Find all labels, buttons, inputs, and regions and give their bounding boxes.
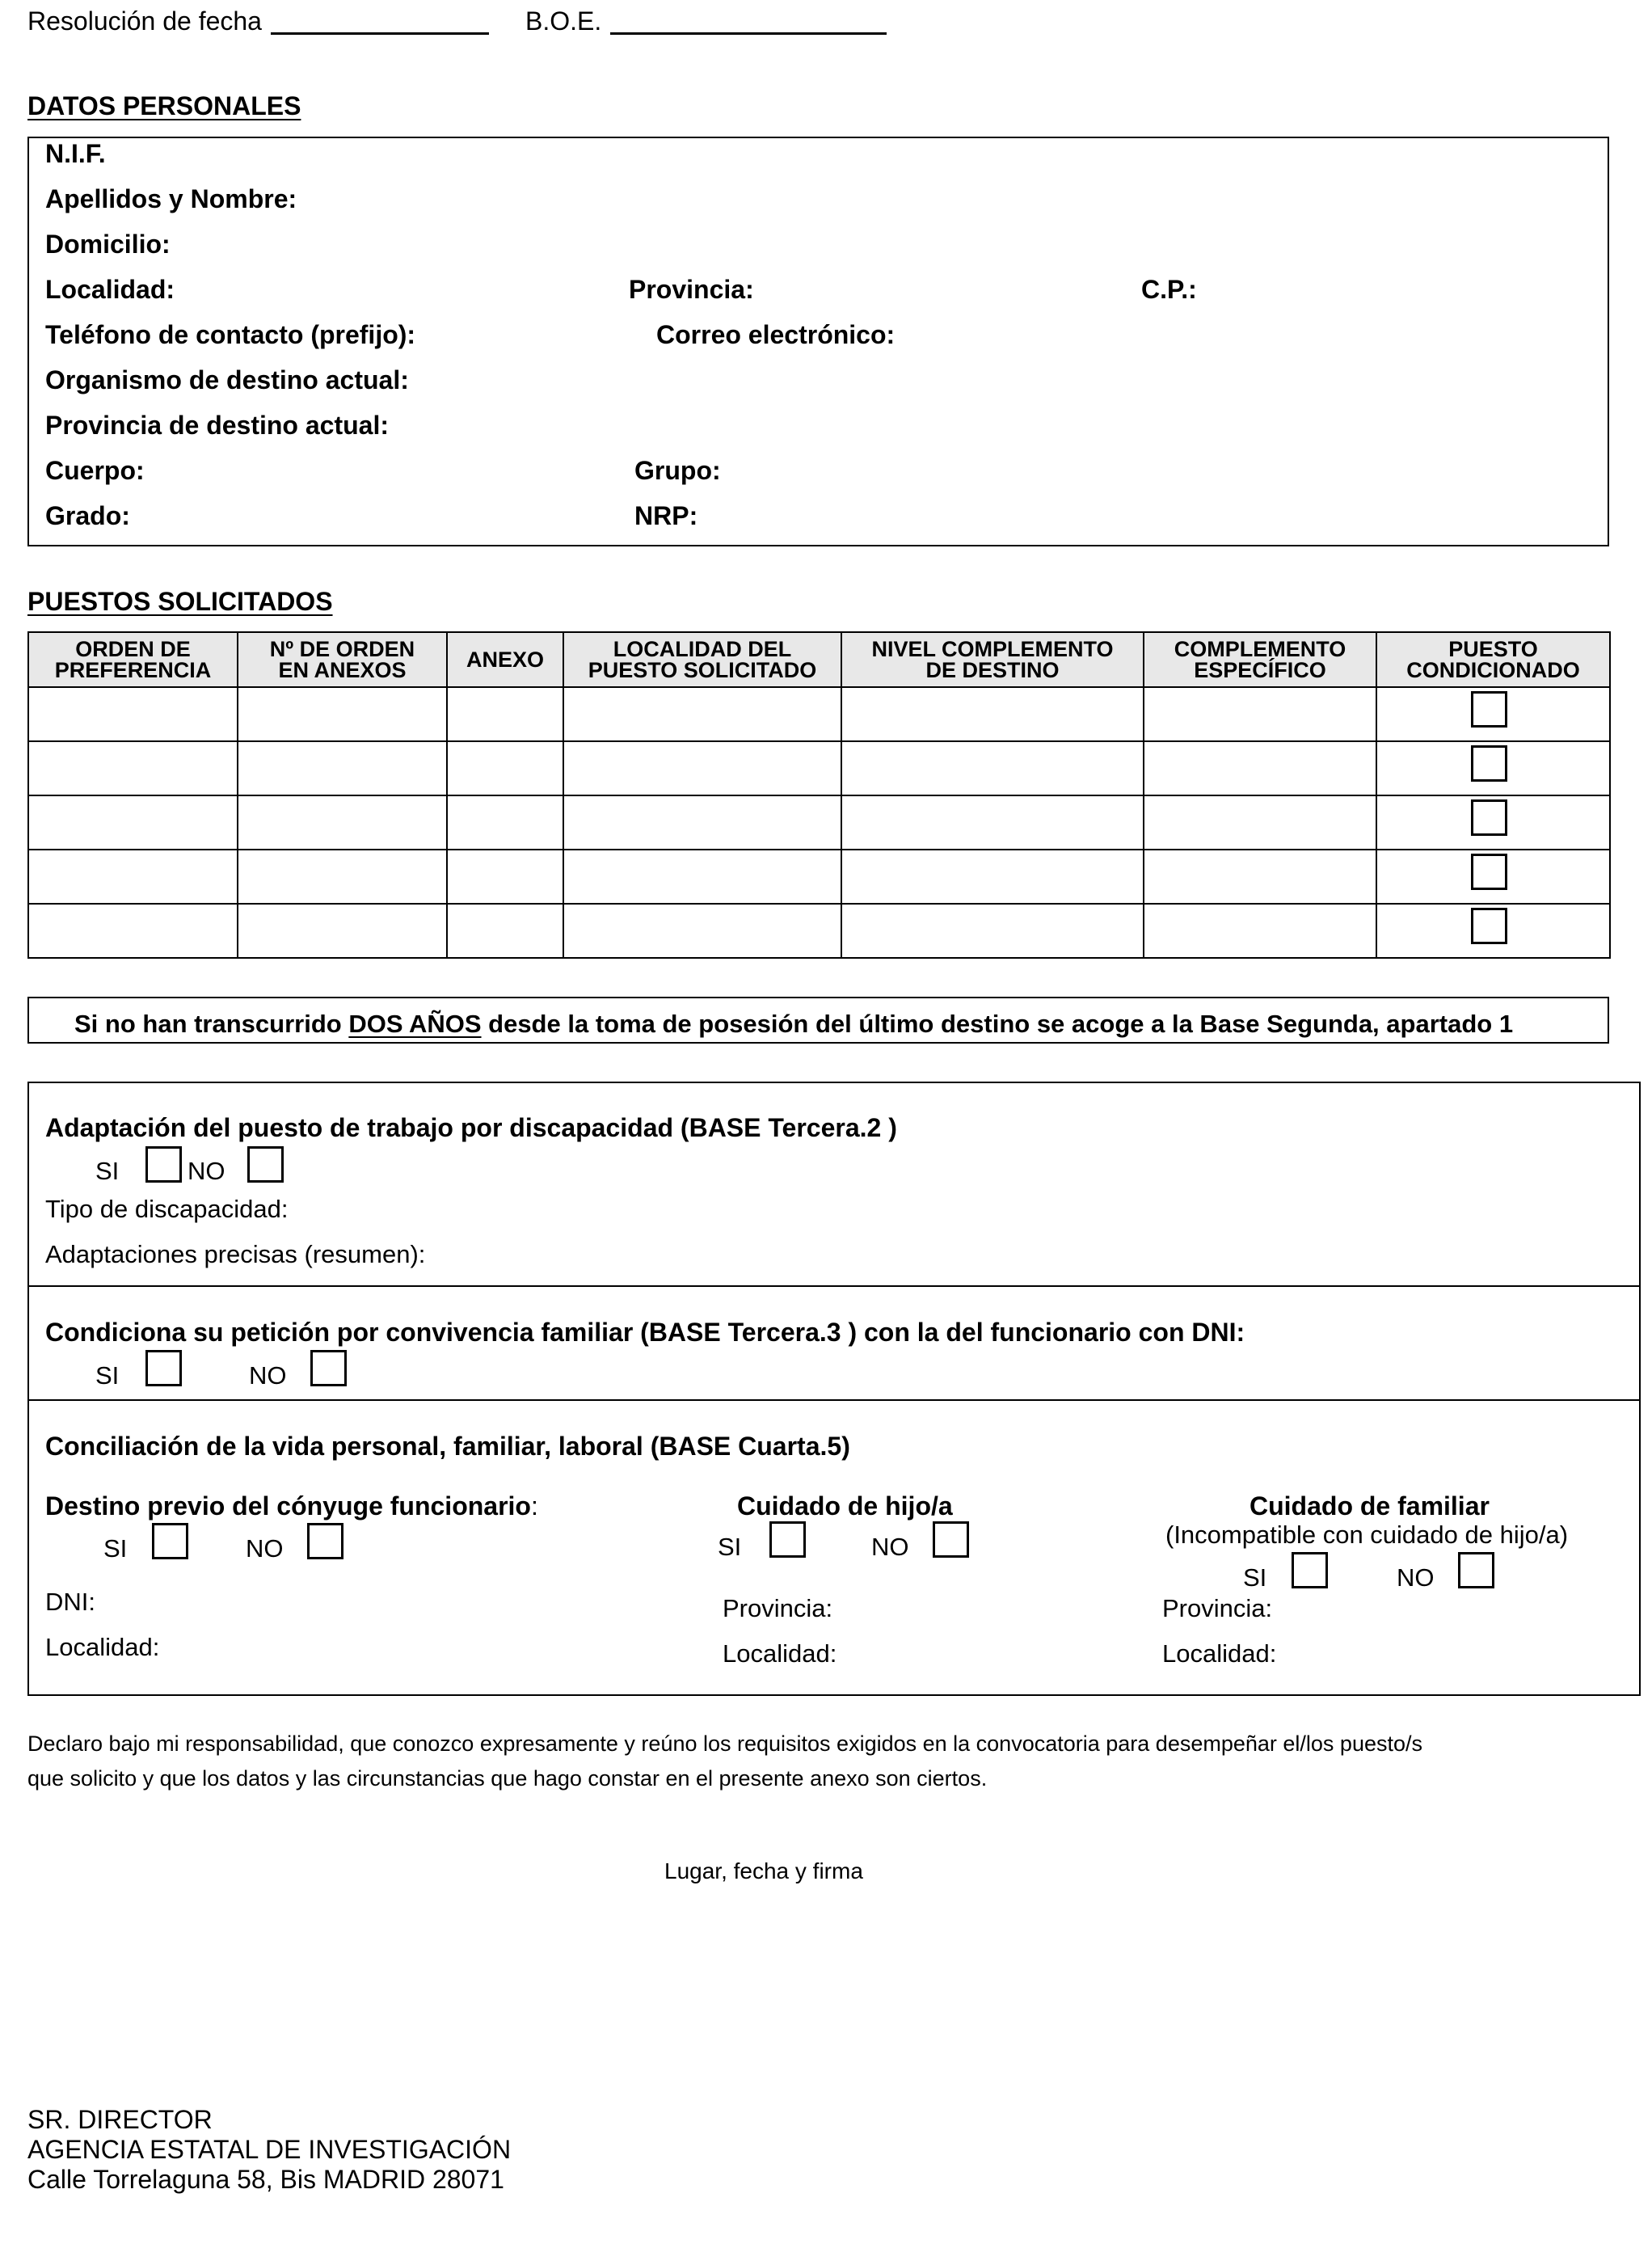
convivencia-no-checkbox[interactable] (310, 1350, 347, 1386)
conyuge-title-text: Destino previo del cónyuge funcionario (45, 1491, 531, 1521)
table-cell[interactable] (238, 795, 447, 850)
familiar-no-label: NO (1397, 1563, 1435, 1592)
datos-personales-title: DATOS PERSONALES (27, 91, 301, 120)
conciliacion-title: Conciliación de la vida personal, familiar, laboral (BASE Cuarta.5) (45, 1432, 850, 1461)
table-cell[interactable] (1144, 687, 1376, 741)
convivencia-title: Condiciona su petición por convivencia familiar (BASE Tercera.3 ) con la del funcionario con DNI: (45, 1318, 1245, 1347)
nrp-label: NRP: (634, 501, 698, 530)
hijo-no-checkbox[interactable] (933, 1521, 969, 1558)
table-cell[interactable] (841, 850, 1144, 904)
table-cell[interactable] (447, 741, 563, 795)
telefono-label: Teléfono de contacto (prefijo): (45, 320, 416, 349)
table-cell (1376, 904, 1610, 958)
provincia-label: Provincia: (629, 275, 754, 304)
puestos-header-row (28, 632, 1610, 687)
table-cell[interactable] (563, 741, 841, 795)
puesto-condicionado-checkbox[interactable] (1471, 745, 1507, 782)
resolucion-field[interactable] (271, 32, 489, 35)
adaptacion-si-checkbox[interactable] (145, 1146, 182, 1183)
familiar-title: Cuidado de familiar (1250, 1491, 1490, 1521)
puesto-condicionado-checkbox[interactable] (1471, 854, 1507, 890)
divider (27, 1399, 1641, 1401)
convivencia-no-label: NO (249, 1361, 287, 1390)
puestos-title: PUESTOS SOLICITADOS (27, 587, 333, 616)
nif-label: N.I.F. (45, 139, 106, 168)
table-cell[interactable] (841, 741, 1144, 795)
grupo-label: Grupo: (634, 456, 721, 485)
conyuge-no-checkbox[interactable] (307, 1523, 343, 1559)
hijo-title: Cuidado de hijo/a (737, 1491, 953, 1521)
table-cell[interactable] (1144, 795, 1376, 850)
col-puesto-condicionado: PUESTO CONDICIONADO (1376, 632, 1610, 687)
familiar-localidad-label: Localidad: (1162, 1639, 1277, 1668)
puestos-table (27, 631, 1611, 959)
table-cell[interactable] (841, 904, 1144, 958)
conyuge-title-colon: : (530, 1491, 538, 1521)
conyuge-si-checkbox[interactable] (152, 1523, 188, 1559)
hijo-localidad-label: Localidad: (723, 1639, 837, 1668)
declaracion-line1: Declaro bajo mi responsabilidad, que conozco expresamente y reúno los requisitos exigidos en la convocatoria para desempeñar el/los puesto/s (27, 1732, 1422, 1756)
dos-anos-text (74, 1010, 1513, 1039)
resolucion-label: Resolución de fecha (27, 6, 262, 36)
col-localidad-puesto: LOCALIDAD DEL PUESTO SOLICITADO (563, 632, 841, 687)
familiar-si-checkbox[interactable] (1292, 1552, 1328, 1588)
boe-label: B.O.E. (525, 6, 602, 36)
hijo-si-label: SI (718, 1533, 742, 1561)
tipo-discapacidad-label: Tipo de discapacidad: (45, 1195, 289, 1223)
table-cell[interactable] (563, 850, 841, 904)
dos-anos-post: desde la toma de posesión del último destino se acoge a la Base Segunda, apartado 1 (481, 1010, 1514, 1038)
hijo-provincia-label: Provincia: (723, 1594, 833, 1622)
table-cell (1376, 795, 1610, 850)
grado-label: Grado: (45, 501, 130, 530)
firma-label: Lugar, fecha y firma (664, 1858, 863, 1883)
familiar-provincia-label: Provincia: (1162, 1594, 1273, 1622)
convivencia-si-checkbox[interactable] (145, 1350, 182, 1386)
organismo-label: Organismo de destino actual: (45, 365, 409, 394)
table-row (28, 850, 1610, 904)
domicilio-label: Domicilio: (45, 230, 171, 259)
table-cell[interactable] (563, 687, 841, 741)
table-cell[interactable] (841, 795, 1144, 850)
table-cell[interactable] (238, 741, 447, 795)
adaptacion-si-label: SI (95, 1157, 120, 1185)
familiar-si-label: SI (1243, 1563, 1267, 1592)
table-cell (1376, 687, 1610, 741)
table-cell[interactable] (238, 687, 447, 741)
table-cell[interactable] (28, 850, 238, 904)
table-cell[interactable] (447, 850, 563, 904)
dos-anos-pre: Si no han transcurrido (74, 1010, 349, 1038)
table-cell (1376, 850, 1610, 904)
puesto-condicionado-checkbox[interactable] (1471, 908, 1507, 944)
table-cell[interactable] (447, 904, 563, 958)
adaptacion-no-label: NO (188, 1157, 225, 1185)
destinatario-line1: SR. DIRECTOR (27, 2105, 213, 2134)
col-nivel-complemento: NIVEL COMPLEMENTO DE DESTINO (841, 632, 1144, 687)
cp-label: C.P.: (1141, 275, 1197, 304)
col-anexo: ANEXO (447, 632, 563, 687)
conyuge-no-label: NO (246, 1534, 284, 1563)
puesto-condicionado-checkbox[interactable] (1471, 691, 1507, 728)
table-row (28, 904, 1610, 958)
destinatario-line2: AGENCIA ESTATAL DE INVESTIGACIÓN (27, 2135, 512, 2164)
destinatario-line3: Calle Torrelaguna 58, Bis MADRID 28071 (27, 2165, 504, 2194)
table-cell[interactable] (447, 687, 563, 741)
table-cell[interactable] (1144, 904, 1376, 958)
table-cell[interactable] (841, 687, 1144, 741)
dos-anos-highlight: DOS AÑOS (348, 1010, 482, 1038)
table-cell[interactable] (28, 904, 238, 958)
table-cell[interactable] (28, 741, 238, 795)
table-cell[interactable] (563, 795, 841, 850)
adaptacion-no-checkbox[interactable] (247, 1146, 284, 1183)
conyuge-localidad-label: Localidad: (45, 1633, 160, 1661)
adaptacion-title: Adaptación del puesto de trabajo por discapacidad (BASE Tercera.2 ) (45, 1113, 897, 1142)
conyuge-si-label: SI (103, 1534, 128, 1563)
table-cell[interactable] (563, 904, 841, 958)
col-complemento-especifico: COMPLEMENTO ESPECÍFICO (1144, 632, 1376, 687)
table-row (28, 795, 1610, 850)
table-cell[interactable] (238, 904, 447, 958)
conyuge-dni-label: DNI: (45, 1588, 95, 1616)
familiar-subtitle: (Incompatible con cuidado de hijo/a) (1165, 1521, 1569, 1549)
correo-label: Correo electrónico: (656, 320, 896, 349)
apellidos-label: Apellidos y Nombre: (45, 184, 297, 213)
table-cell[interactable] (1144, 850, 1376, 904)
localidad-label: Localidad: (45, 275, 175, 304)
familiar-no-checkbox[interactable] (1458, 1552, 1494, 1588)
table-cell[interactable] (28, 687, 238, 741)
adaptaciones-label: Adaptaciones precisas (resumen): (45, 1240, 426, 1268)
boe-field[interactable] (610, 32, 887, 35)
provincia-destino-label: Provincia de destino actual: (45, 411, 389, 440)
hijo-si-checkbox[interactable] (769, 1521, 806, 1558)
declaracion-line2: que solicito y que los datos y las circunstancias que hago constar en el presente anexo son ciertos. (27, 1766, 988, 1791)
table-cell[interactable] (238, 850, 447, 904)
hijo-no-label: NO (871, 1533, 909, 1561)
table-row (28, 687, 1610, 741)
table-cell[interactable] (28, 795, 238, 850)
col-numero-orden: Nº DE ORDEN EN ANEXOS (238, 632, 447, 687)
puesto-condicionado-checkbox[interactable] (1471, 799, 1507, 836)
convivencia-si-label: SI (95, 1361, 120, 1390)
conyuge-title (45, 1491, 538, 1521)
table-cell (1376, 741, 1610, 795)
table-cell[interactable] (447, 795, 563, 850)
col-orden-preferencia: ORDEN DE PREFERENCIA (28, 632, 238, 687)
divider (27, 1285, 1641, 1287)
cuerpo-label: Cuerpo: (45, 456, 145, 485)
table-row (28, 741, 1610, 795)
table-cell[interactable] (1144, 741, 1376, 795)
